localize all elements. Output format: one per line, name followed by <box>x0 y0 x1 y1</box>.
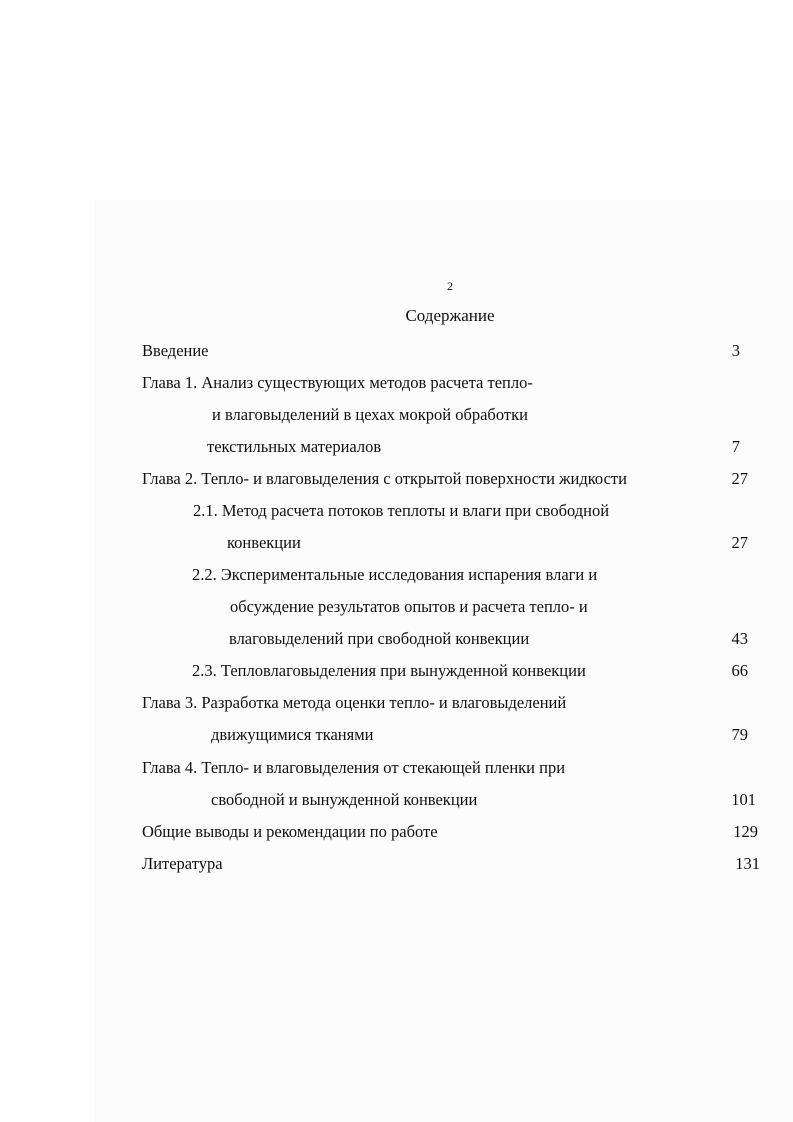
toc-entry-chapter-2: Глава 2. Тепло- и влаговыделения с открытой поверхности жидкости <box>142 469 627 488</box>
toc-entry-section-2-2: 2.2. Экспериментальные исследования испарения влаги и <box>192 565 598 584</box>
toc-entry-section-2-3: 2.3. Тепловлаговыделения при вынужденной конвекции <box>192 661 586 680</box>
toc-page-section-2-2: 43 <box>731 629 748 648</box>
toc-title: Содержание <box>405 306 495 325</box>
toc-entry-section-2-1-cont: конвекции <box>227 533 301 552</box>
toc-entry-chapter-1: Глава 1. Анализ существующих методов расчета тепло- <box>142 373 533 392</box>
toc-page-chapter-1: 7 <box>731 437 740 456</box>
toc-page-chapter-3: 79 <box>731 725 748 744</box>
toc-page-chapter-4: 101 <box>731 790 756 809</box>
toc-entry-chapter-4-cont: свободной и вынужденной конвекции <box>211 790 478 809</box>
toc-page-conclusions: 129 <box>733 822 758 841</box>
toc-entry-section-2-1: 2.1. Метод расчета потоков теплоты и влаги при свободной <box>193 501 610 520</box>
page-number: 2 <box>447 279 453 293</box>
toc-page-section-2-3: 66 <box>731 661 748 680</box>
toc-page-introduction: 3 <box>731 341 740 360</box>
toc-entry-section-2-2-cont: влаговыделений при свободной конвекции <box>229 629 530 648</box>
toc-page-section-2-1: 27 <box>731 533 748 552</box>
toc-page-references: 131 <box>735 854 760 873</box>
toc-entry-introduction: Введение <box>142 341 209 360</box>
toc-entry-chapter-4: Глава 4. Тепло- и влаговыделения от стекающей пленки при <box>142 758 566 777</box>
toc-entry-conclusions: Общие выводы и рекомендации по работе <box>142 822 438 841</box>
toc-entry-chapter-1-cont: текстильных материалов <box>207 437 382 456</box>
toc-entry-section-2-2-cont: обсуждение результатов опытов и расчета тепло- и <box>230 597 588 616</box>
toc-entry-references: Литература <box>142 854 223 873</box>
toc-entry-chapter-1-cont: и влаговыделений в цехах мокрой обработки <box>212 405 528 424</box>
toc-entry-chapter-3: Глава 3. Разработка метода оценки тепло- и влаговыделений <box>142 693 567 712</box>
toc-page-chapter-2: 27 <box>731 469 748 488</box>
toc-entry-chapter-3-cont: движущимися тканями <box>211 725 374 744</box>
